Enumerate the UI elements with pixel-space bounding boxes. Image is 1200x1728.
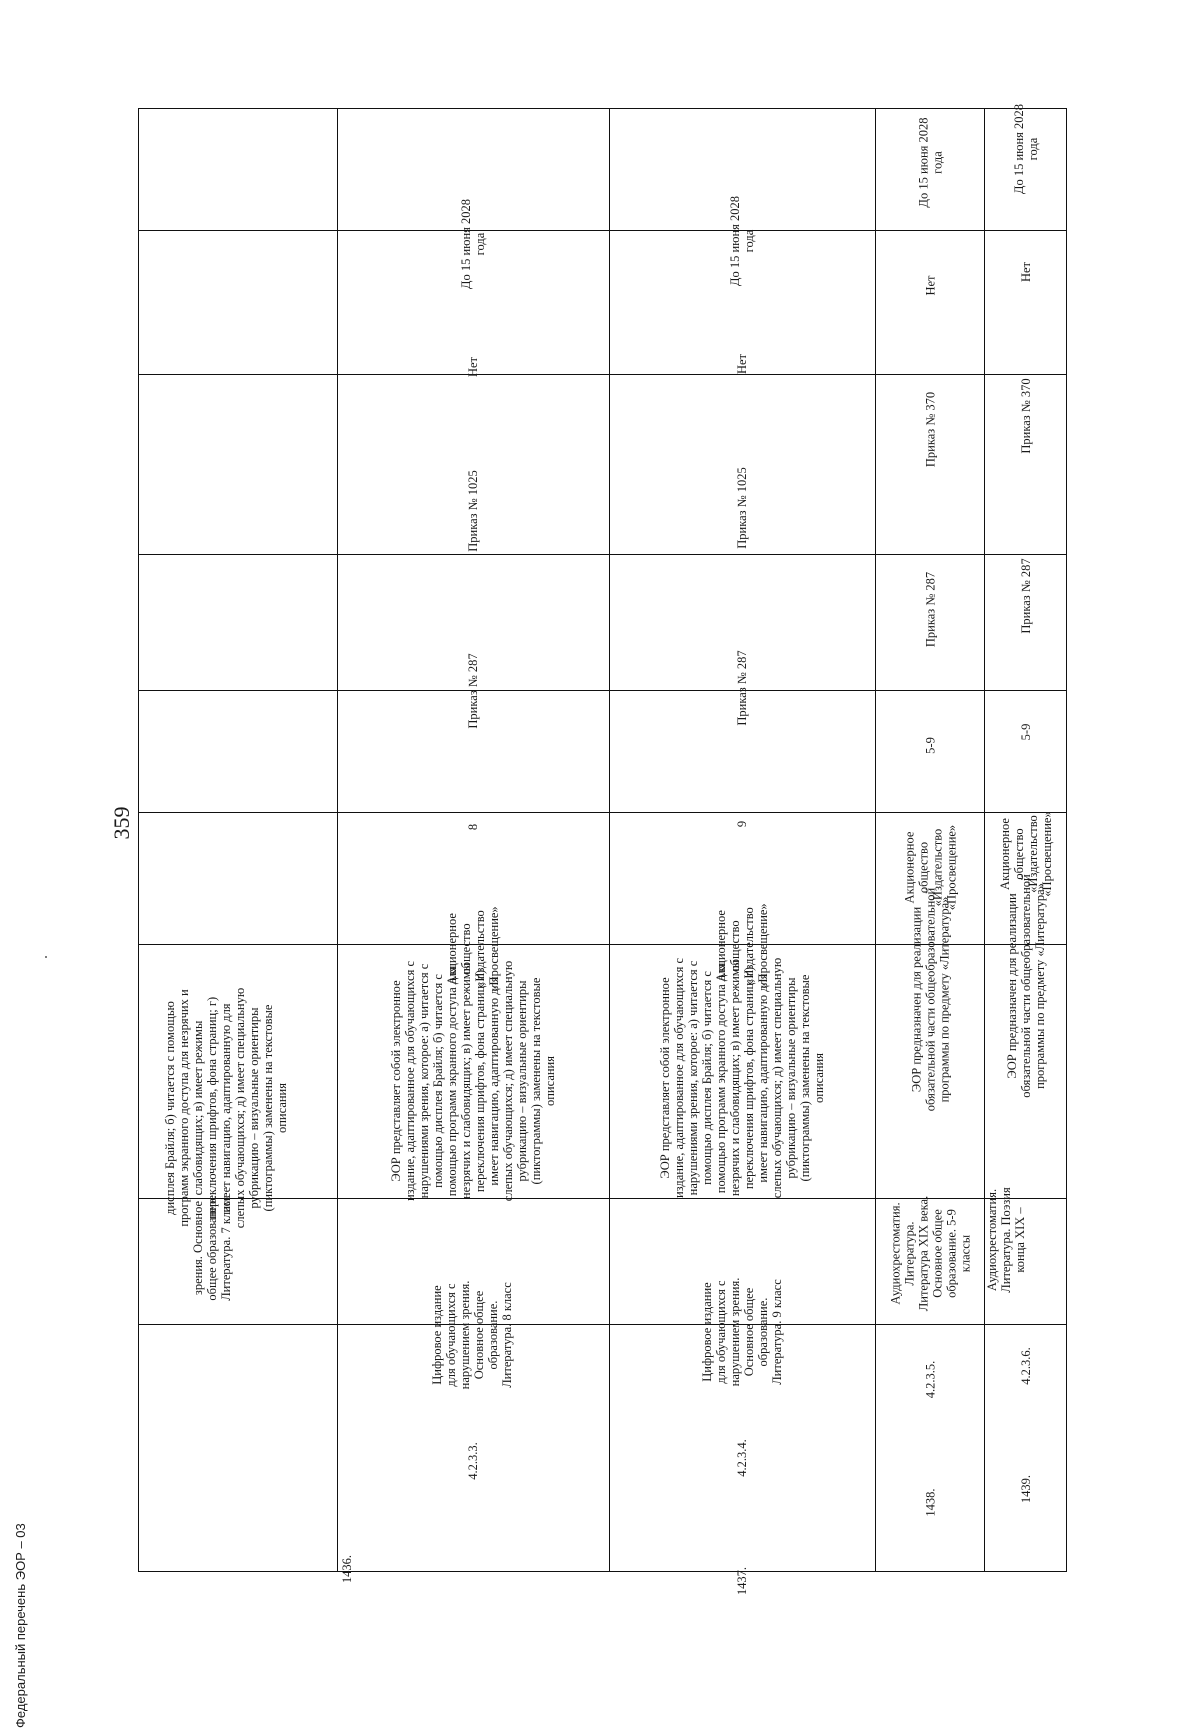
title-cell: Цифровое издание для обучающихся с нарушением зрения. Основное общее образование. Литература. 9 класс bbox=[700, 1277, 784, 1387]
flag-cell: Нет bbox=[466, 356, 480, 378]
description-cell: ЭОР предназначен для реализации обязательной части общеобразовательной программы по предмету «Литература» bbox=[909, 887, 951, 1112]
row-number-cell: 1438. bbox=[923, 1488, 937, 1517]
grade-cell: 5-9 bbox=[923, 737, 937, 754]
order-cell: Приказ № 370 bbox=[1019, 378, 1033, 454]
order-cell: Приказ № 370 bbox=[923, 391, 937, 468]
publisher-cell: Акционерное общество «Издательство «Просвещение» bbox=[998, 811, 1054, 897]
row-number-cell: 1439. bbox=[1019, 1474, 1033, 1504]
flag-cell: Нет bbox=[923, 275, 937, 296]
publisher-cell: Акционерное общество «Издательство «Просвещение» bbox=[902, 824, 958, 911]
order-cell: Приказ № 287 bbox=[466, 653, 480, 729]
deadline-cell: До 15 июня 2028 года bbox=[459, 198, 487, 290]
grade-cell: 5-9 bbox=[1019, 723, 1033, 741]
publisher-cell: Акционерное общество «Издательство «Просвещение» bbox=[445, 906, 501, 992]
row-number-cell: 1436. bbox=[340, 1554, 354, 1584]
deadline-cell: До 15 июня 2028 года bbox=[1012, 103, 1040, 195]
description-cell: ЭОР представляет собой электронное издание, адаптированное для обучающихся с нарушениями зрения, которое: а) читается с помощью дисплея Брайля; б) читается с помощью программ экранного доступа для незрячих и слабовидящих; в) имеет режимы переключения шрифтов, фона страниц; г) имеет навигацию, адаптированную для слепых обучающихся; д) имеет специальную рубрикацию – визуальные ориентиры (пиктограммы) заменены на текстовые описания bbox=[658, 957, 826, 1199]
order-cell: Приказ № 287 bbox=[735, 650, 749, 726]
code-cell: 4.2.3.3. bbox=[466, 1442, 480, 1480]
flag-cell: Нет bbox=[1019, 261, 1033, 283]
deadline-cell: До 15 июня 2028 года bbox=[916, 117, 944, 208]
deadline-cell: До 15 июня 2028 года bbox=[728, 195, 756, 287]
document-footer: Федеральный перечень ЭОР – 03 bbox=[13, 1523, 28, 1728]
grade-cell: 8 bbox=[466, 823, 480, 831]
order-cell: Приказ № 287 bbox=[1019, 558, 1033, 634]
description-cell: дисплея Брайля; б) читается с помощью программ экранного доступа для незрячих и слабовидящих; в) имеет режимы переключения шрифтов, фона страниц; г) имеет навигацию, адаптированную для слепых обучающихся; д) имеет специальную рубрикацию – визуальные ориентиры (пиктограммы) заменены на текстовые описания bbox=[163, 987, 289, 1229]
code-cell: 4.2.3.5. bbox=[923, 1360, 937, 1399]
code-cell: 4.2.3.4. bbox=[735, 1439, 749, 1477]
description-cell: ЭОР представляет собой электронное издание, адаптированное для обучающихся с нарушениями зрения, которое: а) читается с помощью дисплея Брайля; б) читается с помощью программ экранного доступа для незрячих и слабовидящих; в) имеет режимы переключения шрифтов, фона страниц; г) имеет навигацию, адаптированную для слепых обучающихся; д) имеет специальную рубрикацию – визуальные ориентиры (пиктограммы) заменены на текстовые описания bbox=[389, 960, 557, 1202]
order-cell: Приказ № 1025 bbox=[466, 470, 480, 552]
description-cell: ЭОР предназначен для реализации обязательной части общеобразовательной программы по предмету «Литература» bbox=[1005, 874, 1047, 1098]
title-cell: зрения. Основное общее образование. Литература. 7 класс bbox=[191, 1195, 233, 1301]
publisher-cell: Акционерное общество «Издательство «Просвещение» bbox=[714, 903, 770, 989]
grade-cell: 9 bbox=[735, 820, 749, 828]
row-number-cell: 1437. bbox=[735, 1566, 749, 1596]
code-cell: 4.2.3.6. bbox=[1019, 1347, 1033, 1385]
flag-cell: Нет bbox=[735, 353, 749, 375]
order-cell: Приказ № 287 bbox=[923, 571, 937, 648]
title-cell: Аудиохрестоматия. Литература. Поэзия конца XIX – bbox=[985, 1187, 1027, 1293]
title-cell: Аудиохрестоматия. Литература. Литература XIX века. Основное общее образование. 5-9 классы bbox=[888, 1195, 972, 1312]
scan-speck bbox=[45, 956, 47, 958]
page-number: 359 bbox=[109, 806, 134, 840]
order-cell: Приказ № 1025 bbox=[735, 467, 749, 549]
title-cell: Цифровое издание для обучающихся с нарушением зрения. Основное общее образование. Литература. 8 класс bbox=[430, 1280, 514, 1390]
